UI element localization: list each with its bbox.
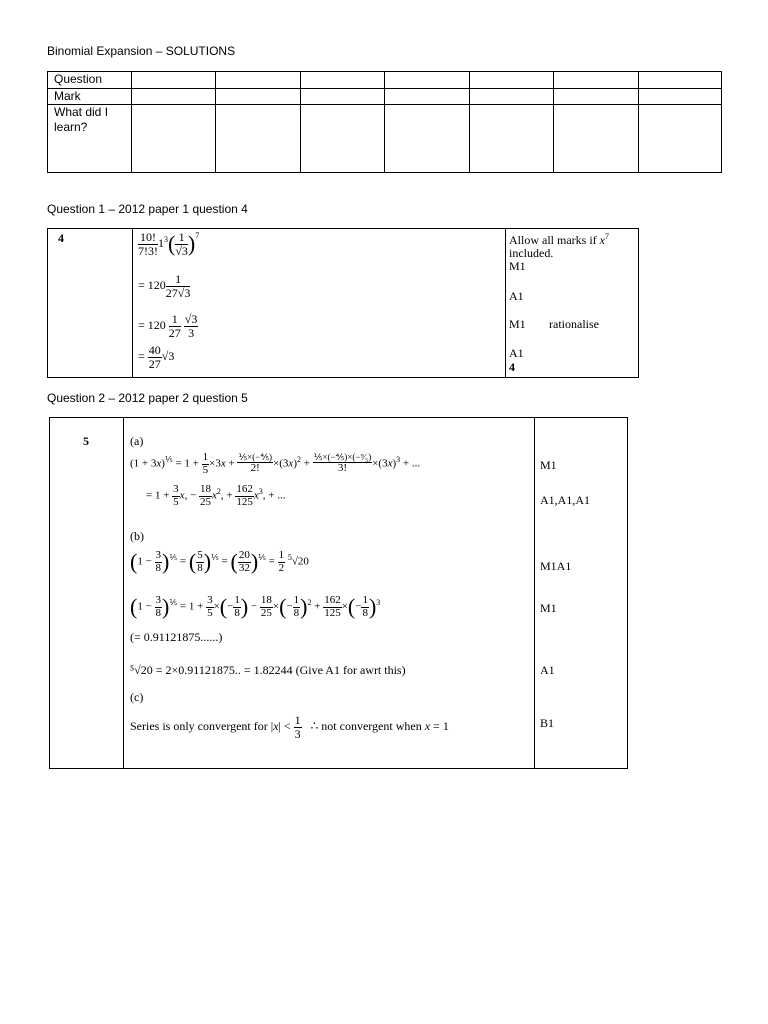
part-c-label: (c) bbox=[130, 690, 144, 704]
learn-cell[interactable] bbox=[554, 105, 639, 173]
mark-a1-a1-a1: A1,A1,A1 bbox=[540, 493, 590, 507]
question-1-heading: Question 1 – 2012 paper 1 question 4 bbox=[47, 202, 248, 216]
mark-3: M1 bbox=[509, 317, 526, 331]
mark-m1-b: M1 bbox=[540, 601, 557, 615]
question-cell[interactable] bbox=[216, 72, 301, 89]
mark-cell[interactable] bbox=[216, 89, 301, 105]
question-2-markscheme bbox=[49, 417, 628, 769]
working-line-1: $\frac{10!}{7!3!}$ $1^3$( $\frac{1}{√3}$ )$^7$ bbox=[138, 230, 200, 258]
mark-cell[interactable] bbox=[554, 89, 639, 105]
learn-cell[interactable] bbox=[132, 105, 216, 173]
learn-cell[interactable] bbox=[470, 105, 554, 173]
question-cell[interactable] bbox=[132, 72, 216, 89]
mark-total: 4 bbox=[509, 360, 515, 374]
mark-cell[interactable] bbox=[639, 89, 722, 105]
mark-cell[interactable] bbox=[132, 89, 216, 105]
question-cell[interactable] bbox=[301, 72, 385, 89]
row-label-question: Question bbox=[48, 72, 132, 89]
part-b-line-3: (= 0.91121875......) bbox=[130, 630, 223, 644]
question-cell[interactable] bbox=[470, 72, 554, 89]
rationalise-note: rationalise bbox=[549, 317, 599, 331]
mark-m1: M1 bbox=[540, 458, 557, 472]
part-b-line-2: (1 − $\frac{3}{8}$ )$^{\frac{1}{5}}$ = 1 + $\frac{3}{5}$ ×(− $\frac{1}{8}$ ) − $\frac{18}{25}$ ×(− $\frac{1}{8}$ )$^2$ + $\frac{162}{125}$ ×(− $\frac{1}{8}$ )$^3$ bbox=[130, 593, 381, 619]
part-a-line-2: = 1 + $\frac{3}{5}$ x, − $\frac{18}{25}$ $x^2$, + $\frac{162}{125}$ $x^3$, + ... bbox=[146, 483, 286, 508]
part-a-label: (a) bbox=[130, 434, 144, 448]
part-b-line-1: (1 − $\frac{3}{8}$ )$^{\frac{1}{5}}$ = ( $\frac{5}{8}$ )$^{\frac{1}{5}}$ = ( $\frac{20}{32}$ )$^{\frac{1}{5}}$ = $\frac{1}{2}$ $^5$√20 bbox=[130, 548, 309, 574]
learn-cell[interactable] bbox=[301, 105, 385, 173]
part-b-label: (b) bbox=[130, 529, 144, 543]
working-line-3: = 120 $\frac{1}{27}$ $\frac{√3}{3}$ bbox=[138, 312, 198, 340]
progress-tracker-table bbox=[47, 71, 722, 173]
mark-a1: A1 bbox=[540, 663, 555, 677]
mark-cell[interactable] bbox=[301, 89, 385, 105]
mark-m1a1: M1A1 bbox=[540, 559, 572, 573]
question-2-heading: Question 2 – 2012 paper 2 question 5 bbox=[47, 391, 248, 405]
row-label-learn: What did I learn? bbox=[48, 105, 132, 173]
part-b-line-4: ⁵√20 = 2×0.91121875.. = 1.82244 (Give A1 for awrt this) bbox=[130, 663, 406, 677]
mark-cell[interactable] bbox=[385, 89, 470, 105]
question-number: 4 bbox=[58, 231, 64, 245]
working-line-2: = 120 $\frac{1}{27√3}$ bbox=[138, 272, 191, 300]
mark-4: A1 bbox=[509, 346, 524, 360]
learn-cell[interactable] bbox=[385, 105, 470, 173]
mark-cell[interactable] bbox=[470, 89, 554, 105]
row-label-mark: Mark bbox=[48, 89, 132, 105]
question-cell[interactable] bbox=[554, 72, 639, 89]
allow-note: Allow all marks if $x^7$ included. bbox=[509, 232, 609, 260]
mark-1: M1 bbox=[509, 259, 526, 273]
page-title: Binomial Expansion – SOLUTIONS bbox=[47, 44, 236, 58]
question-1-markscheme bbox=[47, 228, 639, 378]
part-c-line: Series is only convergent for |x| < $\frac{1}{3}$ ∴ not convergent when x = 1 bbox=[130, 713, 449, 741]
mark-b1: B1 bbox=[540, 716, 555, 730]
part-a-line-1: $(1 + 3x)^{\frac{1}{5}} = 1$ + $\frac{1}{5}$ ×3x + $\frac{\text{⅕×(−⅘)}}{2!}$ $\times(3x)^2$ + $\frac{\text{⅕×(−⅘)×(−⁹⁄₅)}}{3!}$ $\times(3x)^3$ + ... bbox=[130, 451, 421, 476]
mark-2: A1 bbox=[509, 289, 524, 303]
question-cell[interactable] bbox=[639, 72, 722, 89]
learn-cell[interactable] bbox=[639, 105, 722, 173]
learn-cell[interactable] bbox=[216, 105, 301, 173]
working-line-4: = $\frac{40}{27}$ √3 bbox=[138, 343, 175, 371]
question-number: 5 bbox=[83, 434, 89, 448]
question-cell[interactable] bbox=[385, 72, 470, 89]
